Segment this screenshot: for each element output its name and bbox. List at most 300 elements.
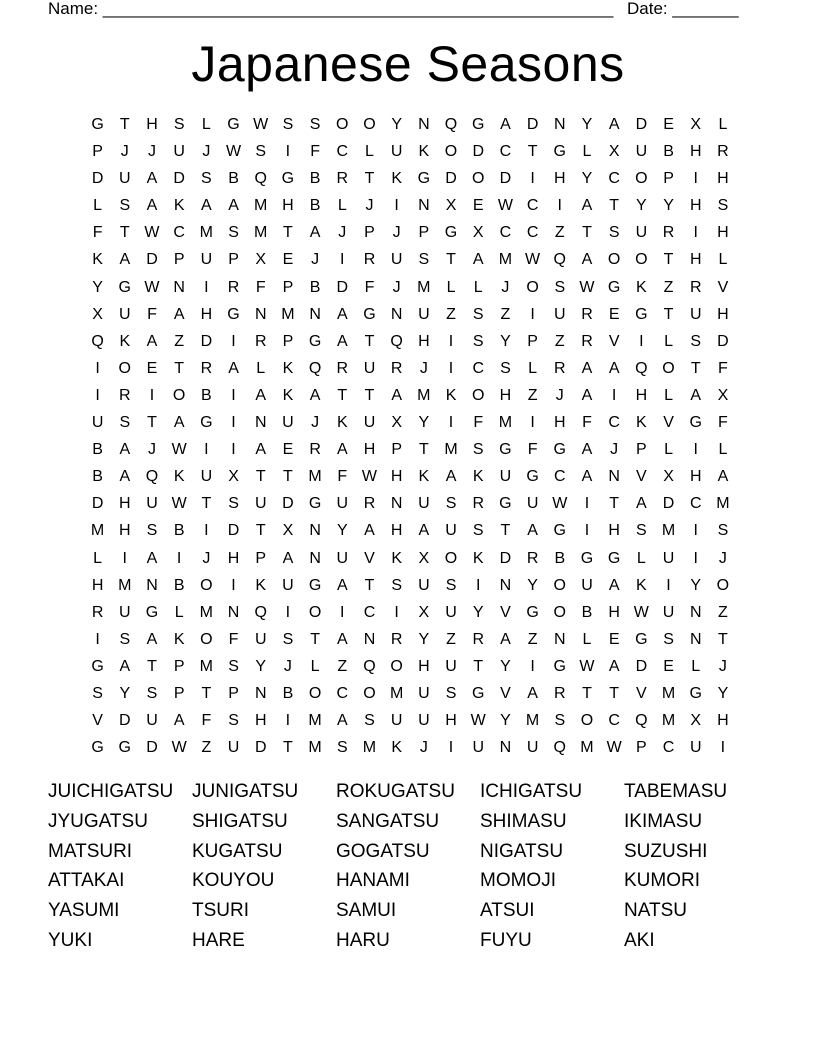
grid-cell[interactable]: D <box>146 739 158 757</box>
grid-cell[interactable]: J <box>311 251 320 269</box>
grid-cell[interactable]: U <box>689 739 702 757</box>
grid-cell[interactable]: H <box>227 549 240 567</box>
grid-cell[interactable]: L <box>664 386 673 404</box>
grid-cell[interactable]: F <box>147 305 157 323</box>
grid-cell[interactable]: T <box>609 684 620 702</box>
grid-cell[interactable]: D <box>717 332 729 350</box>
grid-cell[interactable]: F <box>582 414 592 432</box>
grid-cell[interactable]: R <box>336 359 349 377</box>
grid-cell[interactable]: M <box>498 414 513 432</box>
grid-cell[interactable]: F <box>310 143 320 161</box>
grid-cell[interactable]: P <box>173 251 185 269</box>
grid-cell[interactable]: I <box>231 332 236 350</box>
grid-cell[interactable]: O <box>444 549 458 567</box>
grid-cell[interactable]: H <box>717 224 729 242</box>
grid-cell[interactable]: B <box>173 576 185 594</box>
grid-cell[interactable]: D <box>635 116 648 133</box>
grid-cell[interactable]: O <box>308 684 322 702</box>
grid-cell[interactable]: J <box>718 549 727 567</box>
grid-cell[interactable]: Z <box>446 630 456 648</box>
grid-cell[interactable]: L <box>473 278 483 296</box>
grid-cell[interactable]: A <box>472 251 484 269</box>
grid-cell[interactable]: I <box>448 739 454 757</box>
grid-cell[interactable]: M <box>199 603 213 621</box>
grid-cell[interactable]: T <box>582 224 592 242</box>
grid-cell[interactable]: F <box>718 359 728 377</box>
grid-cell[interactable]: N <box>390 305 403 323</box>
grid-cell[interactable]: A <box>391 386 402 404</box>
grid-cell[interactable]: R <box>472 495 484 513</box>
grid-cell[interactable]: Y <box>418 630 430 648</box>
grid-cell[interactable]: F <box>228 630 239 648</box>
grid-cell[interactable]: I <box>475 576 481 594</box>
grid-cell[interactable]: K <box>119 332 131 350</box>
grid-cell[interactable]: R <box>336 170 349 188</box>
grid-cell[interactable]: A <box>119 657 131 675</box>
grid-cell[interactable]: G <box>91 739 104 757</box>
grid-cell[interactable]: G <box>499 495 512 513</box>
grid-cell[interactable]: W <box>144 278 160 296</box>
grid-cell[interactable]: U <box>662 549 675 567</box>
grid-cell[interactable]: L <box>664 441 673 459</box>
grid-cell[interactable]: G <box>471 116 485 133</box>
grid-cell[interactable]: P <box>527 332 538 350</box>
grid-cell[interactable]: A <box>146 630 158 648</box>
grid-cell[interactable]: G <box>118 739 131 757</box>
grid-cell[interactable]: J <box>202 143 211 161</box>
grid-cell[interactable]: P <box>364 224 375 242</box>
grid-cell[interactable]: A <box>445 468 457 486</box>
grid-cell[interactable]: G <box>308 576 322 594</box>
grid-cell[interactable]: O <box>363 684 376 702</box>
grid-cell[interactable]: M <box>498 251 513 269</box>
grid-cell[interactable]: J <box>147 441 156 459</box>
grid-cell[interactable]: H <box>418 657 430 675</box>
grid-cell[interactable]: M <box>389 684 404 702</box>
grid-cell[interactable]: M <box>661 712 676 730</box>
grid-cell[interactable]: A <box>418 522 430 540</box>
grid-cell[interactable]: A <box>581 197 593 215</box>
grid-cell[interactable]: V <box>500 684 511 702</box>
grid-cell[interactable]: Z <box>718 603 728 621</box>
grid-cell[interactable]: S <box>228 495 239 513</box>
grid-cell[interactable]: Q <box>145 468 159 486</box>
grid-cell[interactable]: D <box>146 251 158 269</box>
grid-cell[interactable]: S <box>282 116 294 133</box>
grid-cell[interactable]: S <box>146 522 158 540</box>
grid-cell[interactable]: P <box>636 441 647 459</box>
grid-cell[interactable]: U <box>554 305 566 323</box>
grid-cell[interactable]: O <box>336 116 349 133</box>
grid-cell[interactable]: I <box>394 197 399 215</box>
grid-cell[interactable]: F <box>337 468 348 486</box>
grid-cell[interactable]: K <box>255 576 267 594</box>
grid-cell[interactable]: A <box>146 170 158 188</box>
grid-cell[interactable]: U <box>254 630 267 648</box>
grid-cell[interactable]: Q <box>254 603 267 621</box>
grid-cell[interactable]: A <box>581 359 593 377</box>
grid-cell[interactable]: C <box>526 224 539 242</box>
grid-cell[interactable]: A <box>608 576 620 594</box>
grid-cell[interactable]: A <box>581 468 593 486</box>
grid-cell[interactable]: Z <box>554 332 565 350</box>
grid-cell[interactable]: U <box>581 576 593 594</box>
grid-cell[interactable]: H <box>499 386 512 404</box>
grid-cell[interactable]: H <box>200 305 213 323</box>
grid-cell[interactable]: I <box>448 414 454 432</box>
grid-cell[interactable]: P <box>228 251 239 269</box>
grid-cell[interactable]: I <box>231 386 236 404</box>
grid-cell[interactable]: Z <box>201 739 212 757</box>
grid-cell[interactable]: Y <box>636 197 647 215</box>
grid-cell[interactable]: B <box>228 170 239 188</box>
grid-cell[interactable]: R <box>363 495 376 513</box>
grid-cell[interactable]: D <box>173 170 185 188</box>
grid-cell[interactable]: X <box>255 251 267 269</box>
grid-cell[interactable]: W <box>525 251 541 269</box>
grid-cell[interactable]: S <box>472 305 484 323</box>
grid-cell[interactable]: K <box>636 278 647 296</box>
grid-cell[interactable]: W <box>552 495 568 513</box>
grid-cell[interactable]: D <box>119 712 131 730</box>
grid-cell[interactable]: I <box>285 603 291 621</box>
grid-cell[interactable]: S <box>472 441 484 459</box>
grid-cell[interactable]: H <box>390 468 403 486</box>
grid-cell[interactable]: H <box>146 116 158 133</box>
grid-cell[interactable]: C <box>689 495 702 513</box>
grid-cell[interactable]: N <box>173 278 185 296</box>
grid-cell[interactable]: M <box>661 684 676 702</box>
grid-cell[interactable]: L <box>718 116 728 133</box>
grid-cell[interactable]: M <box>254 224 268 242</box>
grid-cell[interactable]: H <box>254 712 267 730</box>
grid-cell[interactable]: C <box>662 739 675 757</box>
grid-cell[interactable]: S <box>663 630 674 648</box>
grid-cell[interactable]: G <box>91 657 104 675</box>
grid-cell[interactable]: R <box>390 630 403 648</box>
grid-cell[interactable]: X <box>282 522 294 540</box>
grid-cell[interactable]: M <box>199 224 213 242</box>
grid-cell[interactable]: U <box>526 495 539 513</box>
grid-cell[interactable]: A <box>309 386 321 404</box>
grid-cell[interactable]: P <box>663 170 674 188</box>
grid-cell[interactable]: I <box>584 522 590 540</box>
grid-cell[interactable]: N <box>363 630 376 648</box>
grid-cell[interactable]: P <box>255 549 267 567</box>
grid-cell[interactable]: M <box>118 576 132 594</box>
grid-cell[interactable]: I <box>530 414 535 432</box>
grid-cell[interactable]: Q <box>308 359 322 377</box>
grid-cell[interactable]: G <box>417 170 431 188</box>
grid-cell[interactable]: T <box>609 197 620 215</box>
grid-cell[interactable]: C <box>554 468 566 486</box>
grid-cell[interactable]: U <box>91 414 104 432</box>
grid-cell[interactable]: U <box>119 170 131 188</box>
grid-cell[interactable]: G <box>607 278 621 296</box>
grid-cell[interactable]: S <box>554 712 566 730</box>
grid-cell[interactable]: R <box>581 305 593 323</box>
grid-cell[interactable]: C <box>336 684 349 702</box>
grid-cell[interactable]: A <box>336 576 348 594</box>
grid-cell[interactable]: B <box>309 197 321 215</box>
grid-cell[interactable]: R <box>689 278 702 296</box>
grid-cell[interactable]: W <box>579 278 595 296</box>
grid-cell[interactable]: U <box>390 143 403 161</box>
grid-cell[interactable]: G <box>635 305 648 323</box>
grid-cell[interactable]: U <box>635 224 648 242</box>
grid-cell[interactable]: Z <box>500 305 511 323</box>
grid-cell[interactable]: H <box>717 712 729 730</box>
grid-cell[interactable]: Y <box>92 278 103 296</box>
grid-cell[interactable]: G <box>118 278 131 296</box>
grid-cell[interactable]: A <box>228 359 239 377</box>
grid-cell[interactable]: C <box>608 712 620 730</box>
grid-cell[interactable]: Q <box>635 359 648 377</box>
grid-cell[interactable]: S <box>201 170 212 188</box>
grid-cell[interactable]: M <box>308 739 322 757</box>
grid-cell[interactable]: A <box>364 522 375 540</box>
grid-cell[interactable]: K <box>391 739 402 757</box>
grid-cell[interactable]: Z <box>554 224 565 242</box>
grid-cell[interactable]: Z <box>337 657 348 675</box>
grid-cell[interactable]: K <box>336 414 348 432</box>
grid-cell[interactable]: O <box>363 116 376 133</box>
grid-cell[interactable]: J <box>392 224 401 242</box>
grid-cell[interactable]: I <box>95 630 100 648</box>
grid-cell[interactable]: U <box>282 576 294 594</box>
grid-cell[interactable]: L <box>582 143 592 161</box>
grid-cell[interactable]: D <box>499 549 512 567</box>
grid-cell[interactable]: O <box>118 359 131 377</box>
grid-cell[interactable]: B <box>173 522 185 540</box>
grid-cell[interactable]: E <box>472 197 484 215</box>
grid-cell[interactable]: F <box>255 278 266 296</box>
grid-cell[interactable]: S <box>119 414 131 432</box>
grid-cell[interactable]: W <box>171 739 187 757</box>
grid-cell[interactable]: I <box>231 414 236 432</box>
grid-cell[interactable]: M <box>417 278 431 296</box>
grid-cell[interactable]: T <box>446 251 456 269</box>
grid-cell[interactable]: B <box>201 386 212 404</box>
grid-cell[interactable]: O <box>607 251 621 269</box>
grid-cell[interactable]: C <box>608 414 620 432</box>
grid-cell[interactable]: X <box>228 468 239 486</box>
grid-cell[interactable]: C <box>472 359 484 377</box>
grid-cell[interactable]: M <box>254 197 268 215</box>
grid-cell[interactable]: R <box>309 441 321 459</box>
grid-cell[interactable]: G <box>200 414 213 432</box>
grid-cell[interactable]: Q <box>553 739 566 757</box>
grid-cell[interactable]: F <box>364 278 375 296</box>
grid-cell[interactable]: S <box>472 522 484 540</box>
grid-cell[interactable]: O <box>635 251 648 269</box>
grid-cell[interactable]: G <box>553 522 566 540</box>
grid-cell[interactable]: E <box>608 305 620 323</box>
grid-cell[interactable]: O <box>526 278 539 296</box>
grid-cell[interactable]: J <box>365 197 374 215</box>
grid-cell[interactable]: E <box>663 657 674 675</box>
grid-cell[interactable]: N <box>309 549 321 567</box>
date-field[interactable]: Date: _______ <box>627 0 739 18</box>
grid-cell[interactable]: U <box>472 739 484 757</box>
grid-cell[interactable]: K <box>173 468 185 486</box>
grid-cell[interactable]: L <box>256 359 266 377</box>
grid-cell[interactable]: B <box>309 170 321 188</box>
grid-cell[interactable]: S <box>364 712 375 730</box>
grid-cell[interactable]: N <box>608 468 620 486</box>
grid-cell[interactable]: A <box>119 441 131 459</box>
grid-cell[interactable]: Q <box>91 332 104 350</box>
grid-cell[interactable]: V <box>717 278 729 296</box>
grid-cell[interactable]: H <box>689 143 702 161</box>
grid-cell[interactable]: L <box>691 657 701 675</box>
grid-cell[interactable]: U <box>390 251 403 269</box>
grid-cell[interactable]: S <box>228 224 239 242</box>
grid-cell[interactable]: A <box>581 386 593 404</box>
grid-cell[interactable]: O <box>553 576 566 594</box>
grid-cell[interactable]: K <box>636 414 647 432</box>
grid-cell[interactable]: H <box>717 305 729 323</box>
grid-cell[interactable]: M <box>90 522 105 540</box>
grid-cell[interactable]: N <box>227 603 240 621</box>
grid-cell[interactable]: A <box>119 251 131 269</box>
grid-cell[interactable]: G <box>526 603 539 621</box>
grid-cell[interactable]: F <box>92 224 103 242</box>
grid-cell[interactable]: W <box>579 657 595 675</box>
grid-cell[interactable]: N <box>254 414 267 432</box>
grid-cell[interactable]: O <box>635 170 648 188</box>
grid-cell[interactable]: S <box>309 116 321 133</box>
grid-cell[interactable]: Y <box>717 684 729 702</box>
grid-cell[interactable]: A <box>282 549 294 567</box>
grid-cell[interactable]: Y <box>500 332 511 350</box>
grid-cell[interactable]: I <box>176 549 182 567</box>
grid-cell[interactable]: R <box>390 359 403 377</box>
grid-cell[interactable]: Y <box>527 576 538 594</box>
grid-cell[interactable]: R <box>662 224 675 242</box>
grid-cell[interactable]: P <box>173 657 185 675</box>
grid-cell[interactable]: Z <box>527 386 538 404</box>
grid-cell[interactable]: T <box>337 386 348 404</box>
grid-cell[interactable]: A <box>336 332 348 350</box>
grid-cell[interactable]: L <box>201 116 211 133</box>
grid-cell[interactable]: L <box>636 549 646 567</box>
grid-cell[interactable]: P <box>92 143 103 161</box>
grid-cell[interactable]: R <box>554 684 566 702</box>
grid-cell[interactable]: M <box>525 712 540 730</box>
grid-cell[interactable]: I <box>530 657 535 675</box>
grid-cell[interactable]: C <box>526 197 539 215</box>
grid-cell[interactable]: S <box>608 224 620 242</box>
grid-cell[interactable]: U <box>200 468 213 486</box>
grid-cell[interactable]: A <box>119 468 131 486</box>
grid-cell[interactable]: X <box>92 305 103 323</box>
grid-cell[interactable]: T <box>718 630 728 648</box>
grid-cell[interactable]: Y <box>418 414 430 432</box>
grid-cell[interactable]: M <box>417 386 431 404</box>
grid-cell[interactable]: G <box>607 549 621 567</box>
grid-cell[interactable]: D <box>91 495 104 513</box>
grid-cell[interactable]: P <box>228 684 239 702</box>
grid-cell[interactable]: Y <box>119 684 131 702</box>
name-field[interactable]: Name: ______________________________________________________ <box>48 0 614 18</box>
grid-cell[interactable]: U <box>336 549 349 567</box>
grid-cell[interactable]: S <box>472 332 484 350</box>
grid-cell[interactable]: C <box>499 224 512 242</box>
grid-cell[interactable]: H <box>608 522 620 540</box>
grid-cell[interactable]: F <box>718 414 728 432</box>
grid-cell[interactable]: J <box>555 386 564 404</box>
grid-cell[interactable]: Q <box>254 170 267 188</box>
grid-cell[interactable]: S <box>92 684 103 702</box>
grid-cell[interactable]: T <box>663 305 674 323</box>
grid-cell[interactable]: T <box>119 224 130 242</box>
grid-cell[interactable]: U <box>282 414 294 432</box>
grid-cell[interactable]: A <box>146 549 158 567</box>
grid-cell[interactable]: H <box>119 522 131 540</box>
grid-cell[interactable]: E <box>146 359 158 377</box>
grid-cell[interactable]: K <box>472 468 484 486</box>
grid-cell[interactable]: I <box>666 576 671 594</box>
grid-cell[interactable]: U <box>445 603 457 621</box>
grid-cell[interactable]: S <box>119 197 131 215</box>
grid-cell[interactable]: T <box>364 386 375 404</box>
grid-cell[interactable]: R <box>200 359 213 377</box>
grid-cell[interactable]: S <box>228 712 239 730</box>
grid-cell[interactable]: I <box>285 712 291 730</box>
grid-cell[interactable]: H <box>282 197 294 215</box>
grid-cell[interactable]: P <box>418 224 430 242</box>
grid-cell[interactable]: S <box>500 359 511 377</box>
grid-cell[interactable]: A <box>581 441 593 459</box>
grid-cell[interactable]: L <box>582 630 592 648</box>
grid-cell[interactable]: I <box>95 359 100 377</box>
grid-cell[interactable]: G <box>635 630 648 648</box>
grid-cell[interactable]: O <box>716 576 730 594</box>
grid-cell[interactable]: T <box>255 522 266 540</box>
grid-cell[interactable]: X <box>690 712 702 730</box>
grid-cell[interactable]: Y <box>663 197 674 215</box>
grid-cell[interactable]: Y <box>472 603 484 621</box>
grid-cell[interactable]: K <box>173 630 185 648</box>
grid-cell[interactable]: N <box>390 495 403 513</box>
grid-cell[interactable]: K <box>391 549 402 567</box>
grid-cell[interactable]: I <box>693 170 698 188</box>
grid-cell[interactable]: H <box>717 170 729 188</box>
grid-cell[interactable]: I <box>693 224 698 242</box>
grid-cell[interactable]: O <box>308 603 322 621</box>
grid-cell[interactable]: T <box>364 332 375 350</box>
grid-cell[interactable]: L <box>93 197 103 215</box>
grid-cell[interactable]: T <box>582 684 592 702</box>
grid-cell[interactable]: V <box>636 468 647 486</box>
grid-cell[interactable]: H <box>390 522 403 540</box>
grid-cell[interactable]: T <box>147 414 157 432</box>
grid-cell[interactable]: S <box>636 522 647 540</box>
grid-cell[interactable]: L <box>93 549 103 567</box>
grid-cell[interactable]: X <box>690 116 702 133</box>
grid-cell[interactable]: U <box>418 712 430 730</box>
grid-cell[interactable]: I <box>448 359 454 377</box>
grid-cell[interactable]: K <box>282 359 294 377</box>
grid-cell[interactable]: B <box>663 143 674 161</box>
grid-cell[interactable]: N <box>554 116 566 133</box>
grid-cell[interactable]: E <box>282 251 294 269</box>
grid-cell[interactable]: P <box>391 441 402 459</box>
grid-cell[interactable]: D <box>254 739 267 757</box>
grid-cell[interactable]: P <box>173 684 185 702</box>
grid-cell[interactable]: V <box>364 549 375 567</box>
